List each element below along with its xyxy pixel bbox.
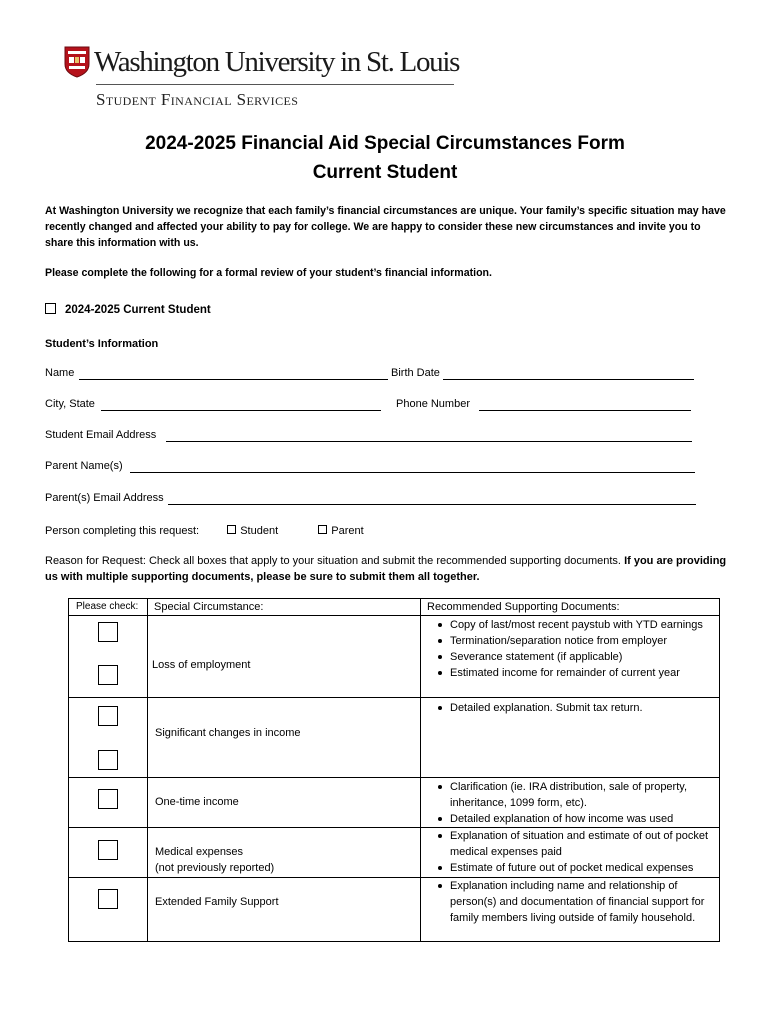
university-seal-icon <box>64 46 90 78</box>
parent-email-field[interactable] <box>168 504 696 505</box>
list-item: Explanation including name and relationship of person(s) and documentation of financial support for family members living outside of family household. <box>430 878 710 926</box>
current-student-label: 2024-2025 Current Student <box>65 304 211 316</box>
intro-paragraph: At Washington University we recognize that each family’s financial circumstances are unique. Your family’s specific situation may have recently changed and affected your ability to pay for college. We are happy to consider these new circumstances and invite you to share this information with us. <box>45 205 726 249</box>
income-change-checkbox-2[interactable] <box>98 750 118 770</box>
current-student-option[interactable] <box>45 303 211 316</box>
list-item: Clarification (ie. IRA distribution, sale of property, inheritance, 1099 form, etc). <box>430 779 710 811</box>
list-item: Severance statement (if applicable) <box>430 649 720 665</box>
reason-text: Reason for Request: Check all boxes that apply to your situation and submit the recommended supporting documents. <box>45 555 621 567</box>
circumstance-loss-of-employment: Loss of employment <box>152 659 251 671</box>
student-email-label: Student Email Address <box>45 429 157 441</box>
circumstance-medical-expenses <box>155 844 274 876</box>
extended-family-checkbox[interactable] <box>98 889 118 909</box>
circumstances-table <box>68 598 720 942</box>
list-item: Explanation of situation and estimate of out of pocket medical expenses paid <box>430 828 720 860</box>
person-completing-row <box>45 525 364 537</box>
loss-of-employment-checkbox-2[interactable] <box>98 665 118 685</box>
list-item: Detailed explanation. Submit tax return. <box>430 700 720 716</box>
docs-list-loss-of-employment <box>430 617 720 681</box>
student-info-heading: Student’s Information <box>45 338 159 350</box>
city-state-field[interactable] <box>101 410 381 411</box>
list-item: Termination/separation notice from employer <box>430 633 720 649</box>
instructions-paragraph: Please complete the following for a formal review of your student’s financial information. <box>45 267 492 279</box>
medical-expenses-checkbox[interactable] <box>98 840 118 860</box>
student-checkbox[interactable] <box>227 525 236 534</box>
reason-bold-text: If you are providing us with multiple supporting documents, please be sure to submit them all together. <box>45 555 727 583</box>
circumstance-one-time-income: One-time income <box>155 796 239 808</box>
university-name: Washington University in St. Louis <box>94 46 460 78</box>
list-item: Detailed explanation of how income was used <box>430 811 710 827</box>
list-item: Copy of last/most recent paystub with YTD earnings <box>430 617 720 633</box>
student-option-label: Student <box>240 525 279 537</box>
loss-of-employment-checkbox-1[interactable] <box>98 622 118 642</box>
parent-names-label: Parent Name(s) <box>45 460 123 472</box>
col-header-docs: Recommended Supporting Documents: <box>427 601 620 613</box>
current-student-checkbox[interactable] <box>45 303 56 314</box>
one-time-income-checkbox[interactable] <box>98 789 118 809</box>
parent-option-label: Parent <box>331 525 364 537</box>
reason-paragraph <box>45 553 735 585</box>
name-field[interactable] <box>79 379 388 380</box>
student-email-field[interactable] <box>166 441 692 442</box>
phone-label: Phone Number <box>396 398 470 410</box>
birth-date-label: Birth Date <box>391 367 440 379</box>
list-item: Estimate of future out of pocket medical expenses <box>430 860 720 876</box>
list-item: Estimated income for remainder of current year <box>430 665 720 681</box>
city-state-label: City, State <box>45 398 95 410</box>
docs-list-medical-expenses <box>430 828 720 876</box>
parent-names-field[interactable] <box>130 472 695 473</box>
university-logo <box>64 44 460 116</box>
department-name: Student Financial Services <box>96 90 299 109</box>
name-label: Name <box>45 367 75 379</box>
circumstance-medical-line2: (not previously reported) <box>155 862 275 874</box>
circumstance-extended-family: Extended Family Support <box>155 896 279 908</box>
birth-date-field[interactable] <box>443 379 694 380</box>
person-completing-label: Person completing this request: <box>45 525 200 537</box>
logo-divider <box>96 84 454 85</box>
phone-field[interactable] <box>479 410 691 411</box>
parent-email-label: Parent(s) Email Address <box>45 492 164 504</box>
docs-list-one-time-income <box>430 779 710 827</box>
form-subtitle: Current Student <box>312 162 458 183</box>
col-header-check: Please check: <box>76 601 139 612</box>
income-change-checkbox-1[interactable] <box>98 706 118 726</box>
circumstance-medical-line1: Medical expenses <box>155 846 244 858</box>
col-header-circumstance: Special Circumstance: <box>154 601 264 613</box>
docs-list-extended-family <box>430 878 710 926</box>
parent-checkbox[interactable] <box>318 525 327 534</box>
form-title: 2024-2025 Financial Aid Special Circumstances Form <box>145 133 625 154</box>
docs-list-income-change <box>430 700 720 716</box>
circumstance-income-change: Significant changes in income <box>155 727 301 739</box>
